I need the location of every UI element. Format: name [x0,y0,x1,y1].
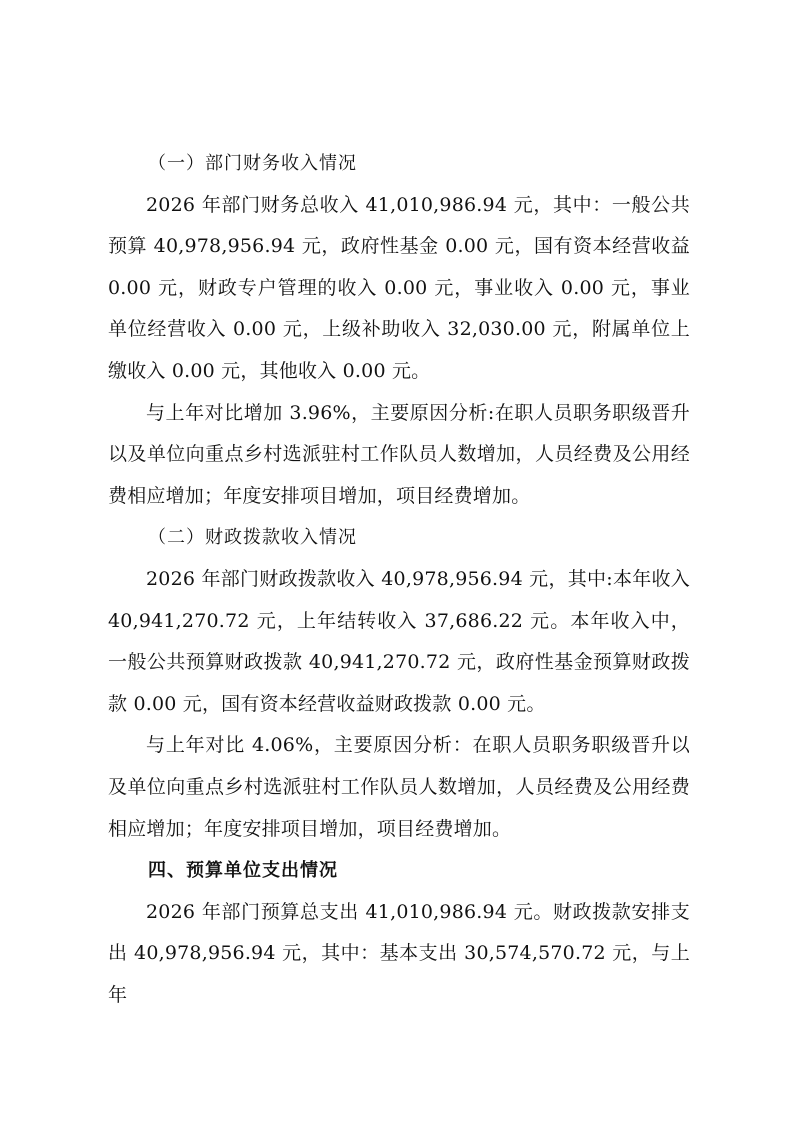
paragraph-department-income-comparison: 与上年对比增加 3.96%，主要原因分析:在职人员职务职级晋升以及单位向重点乡村选派驻村工作队员人数增加，人员经费及公用经费相应增加；年度安排项目增加，项目经费增加。 [108,401,690,507]
paragraph-department-income-detail: 2026 年部门财务总收入 41,010,986.94 元，其中：一般公共预算 40,978,956.94 元，政府性基金 0.00 元，国有资本经营收益0.00 元，财政专户管理的收入 0.00 元，事业收入 0.00 元，事业单位经营收入 0.00 元，上级补助收入 32,030.00 元，附属单位上缴收入 0.00 元，其他收入 0.00 元。 [108,193,690,382]
document-body [108,143,690,1016]
paragraph-fiscal-appropriation-comparison: 与上年对比 4.06%，主要原因分析：在职人员职务职级晋升以及单位向重点乡村选派驻村工作队员人数增加，人员经费及公用经费相应增加；年度安排项目增加，项目经费增加。 [108,734,690,840]
section-heading-department-income: （一）部门财务收入情况 [148,153,357,174]
paragraph-fiscal-appropriation-detail: 2026 年部门财政拨款收入 40,978,956.94 元，其中:本年收入 40,941,270.72 元，上年结转收入 37,686.22 元。本年收入中，一般公共预算财政拨款 40,941,270.72 元，政府性基金预算财政拨款 0.00 元，国有资本经营收益财政拨款 0.00 元。 [108,567,690,715]
section-heading-fiscal-appropriation: （二）财政拨款收入情况 [148,527,357,549]
section-heading-expenditure: 四、预算单位支出情况 [148,860,338,882]
paragraph-expenditure-detail: 2026 年部门预算总支出 41,010,986.94 元。财政拨款安排支出 40,978,956.94 元，其中：基本支出 30,574,570.72 元，与上年 [108,900,690,1006]
